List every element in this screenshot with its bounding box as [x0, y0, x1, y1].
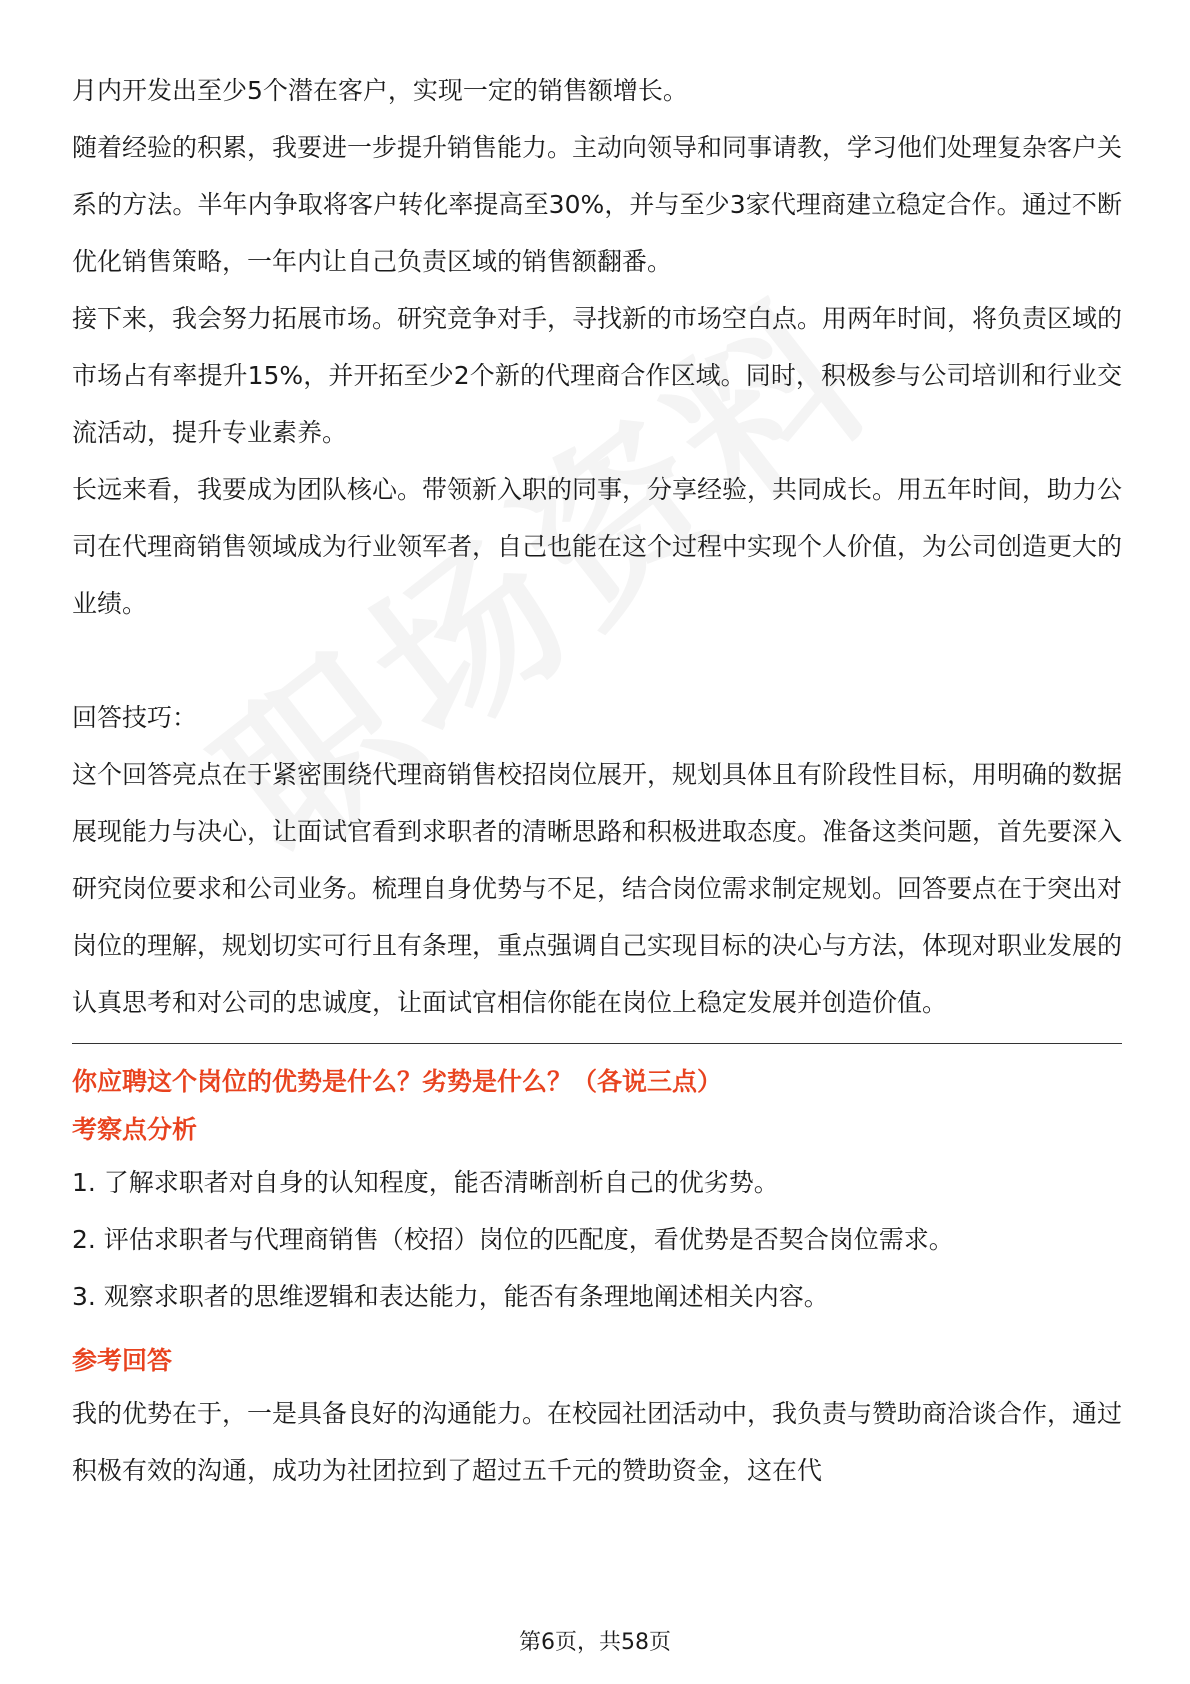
answer-gap: [72, 1325, 1122, 1337]
section-divider: [72, 1043, 1122, 1044]
answer-heading: 参考回答: [72, 1346, 173, 1375]
analysis-item-1: 1. 了解求职者对自身的认知程度，能否清晰剖析自己的优劣势。: [72, 1168, 779, 1197]
intro-paragraph-4: 长远来看，我要成为团队核心。带领新入职的同事，分享经验，共同成长。用五年时间，助力公司在代理商销售领域成为行业领军者，自己也能在这个过程中实现个人价值，为公司创造更大的业绩。: [72, 475, 1123, 618]
answer-paragraph: 我的优势在于，一是具备良好的沟通能力。在校园社团活动中，我负责与赞助商洽谈合作，通过积极有效的沟通，成功为社团拉到了超过五千元的赞助资金，这在代: [72, 1399, 1123, 1485]
document-page: [72, 62, 1122, 1499]
analysis-item-2: 2. 评估求职者与代理商销售（校招）岗位的匹配度，看优势是否契合岗位需求。: [72, 1225, 954, 1254]
intro-paragraph-1: 月内开发出至少5个潜在客户，实现一定的销售额增长。: [72, 76, 688, 105]
analysis-heading: 考察点分析: [72, 1115, 198, 1144]
tips-paragraph: 这个回答亮点在于紧密围绕代理商销售校招岗位展开，规划具体且有阶段性目标，用明确的数据展现能力与决心，让面试官看到求职者的清晰思路和积极进取态度。准备这类问题，首先要深入研究岗位要求和公司业务。梳理自身优势与不足，结合岗位需求制定规划。回答要点在于突出对岗位的理解，规划切实可行且有条理，重点强调自己实现目标的决心与方法，体现对职业发展的认真思考和对公司的忠诚度，让面试官相信你能在岗位上稳定发展并创造价值。: [72, 760, 1123, 1017]
question-title: 你应聘这个岗位的优势是什么？劣势是什么？（各说三点）: [72, 1067, 723, 1096]
analysis-item-3: 3. 观察求职者的思维逻辑和表达能力，能否有条理地阐述相关内容。: [72, 1282, 829, 1311]
intro-paragraph-3: 接下来，我会努力拓展市场。研究竞争对手，寻找新的市场空白点。用两年时间，将负责区域的市场占有率提升15%，并开拓至少2个新的代理商合作区域。同时，积极参与公司培训和行业交流活动，提升专业素养。: [72, 304, 1123, 447]
page-number: 第6页，共58页: [519, 1630, 671, 1655]
tips-label: 回答技巧：: [72, 703, 198, 732]
intro-paragraph-2: 随着经验的积累，我要进一步提升销售能力。主动向领导和同事请教，学习他们处理复杂客户关系的方法。半年内争取将客户转化率提高至30%，并与至少3家代理商建立稳定合作。通过不断优化销售策略，一年内让自己负责区域的销售额翻番。: [72, 133, 1123, 276]
blank-line: [72, 632, 1122, 689]
